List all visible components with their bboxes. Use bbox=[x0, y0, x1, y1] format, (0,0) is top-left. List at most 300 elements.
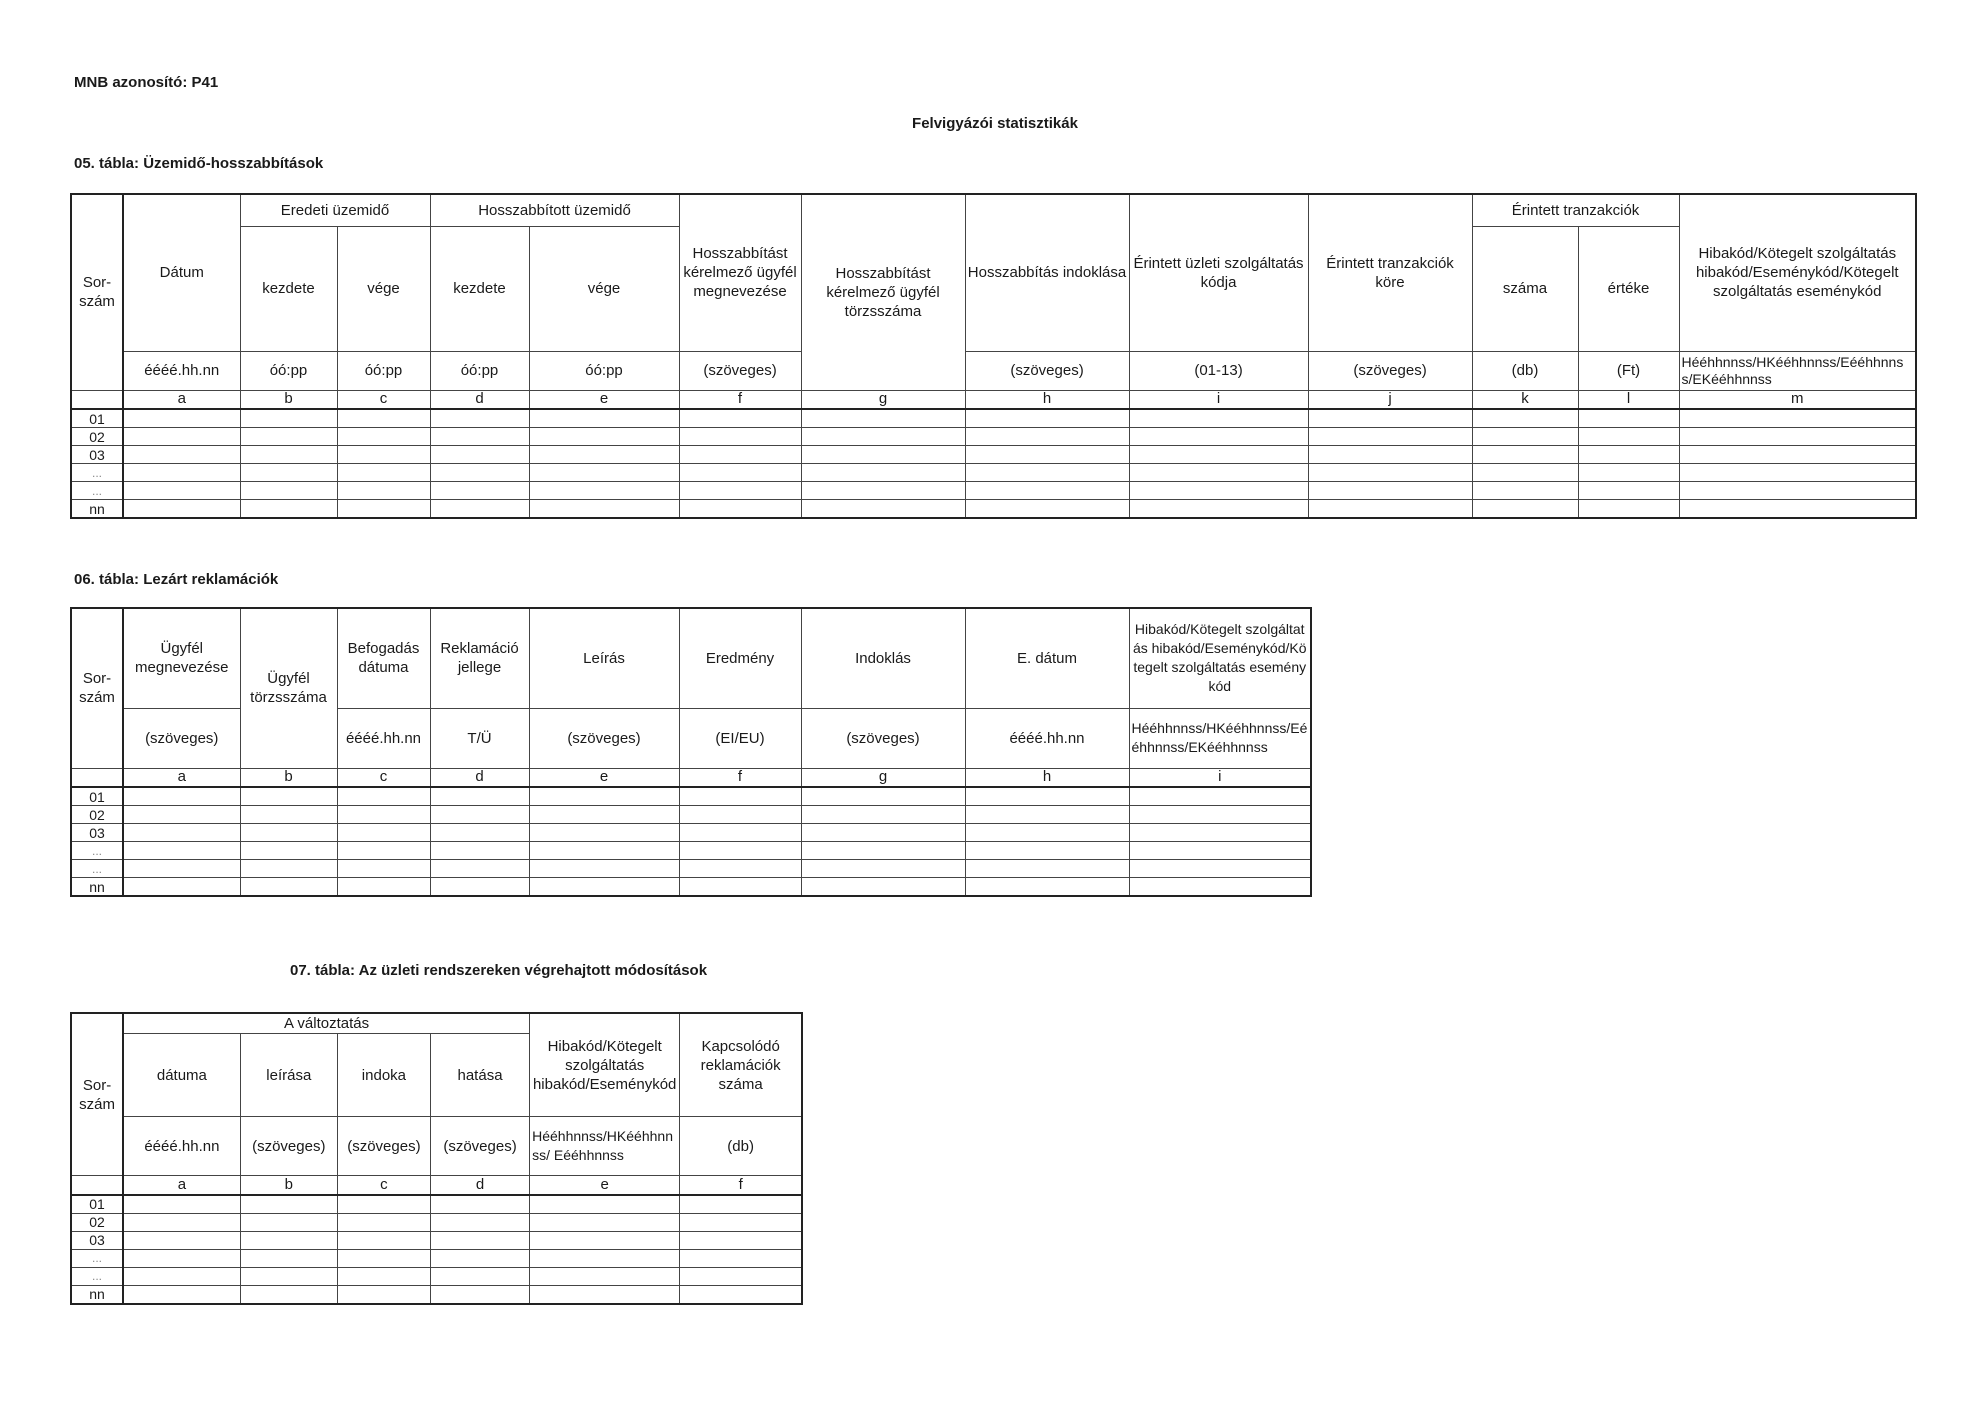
table-cell[interactable] bbox=[529, 464, 679, 482]
column-letter: a bbox=[123, 768, 240, 787]
header-eredeti-kezdete: kezdete bbox=[240, 226, 337, 351]
format-b: (szöveges) bbox=[240, 1117, 337, 1176]
table-cell[interactable] bbox=[240, 1285, 337, 1304]
table05-title: 05. tábla: Üzemidő-hosszabbítások bbox=[74, 155, 324, 172]
table-cell[interactable] bbox=[1679, 500, 1916, 519]
table-cell[interactable] bbox=[529, 860, 679, 878]
table-cell[interactable] bbox=[801, 428, 965, 446]
row-number: ... bbox=[71, 482, 123, 500]
format-h: (szöveges) bbox=[965, 351, 1129, 390]
header-erteke: értéke bbox=[1578, 226, 1679, 351]
table-cell[interactable] bbox=[337, 446, 430, 464]
row-number: 01 bbox=[71, 1195, 123, 1214]
table06 bbox=[70, 607, 1312, 897]
mnb-id: MNB azonosító: P41 bbox=[74, 74, 219, 91]
column-letter: j bbox=[1308, 390, 1472, 409]
row-number: 02 bbox=[71, 428, 123, 446]
header-h: Hosszabbítás indoklása bbox=[965, 194, 1129, 351]
table-cell[interactable] bbox=[1578, 500, 1679, 519]
table-cell[interactable] bbox=[1129, 787, 1311, 806]
table-cell[interactable] bbox=[123, 806, 240, 824]
table-cell[interactable] bbox=[430, 1231, 529, 1249]
table-cell[interactable] bbox=[337, 806, 430, 824]
table-cell[interactable] bbox=[337, 464, 430, 482]
table-row bbox=[71, 1231, 802, 1249]
table-cell[interactable] bbox=[965, 787, 1129, 806]
table-cell[interactable] bbox=[680, 1213, 802, 1231]
table-cell[interactable] bbox=[801, 482, 965, 500]
letter-empty bbox=[71, 768, 123, 787]
table-row bbox=[71, 1267, 802, 1285]
table-cell[interactable] bbox=[337, 878, 430, 897]
table-cell[interactable] bbox=[337, 1231, 430, 1249]
table-cell[interactable] bbox=[1129, 428, 1308, 446]
table-cell[interactable] bbox=[965, 464, 1129, 482]
header-datuma: dátuma bbox=[123, 1034, 240, 1117]
column-letter: f bbox=[679, 390, 801, 409]
table-cell[interactable] bbox=[801, 860, 965, 878]
table-cell[interactable] bbox=[337, 1285, 430, 1304]
table-cell[interactable] bbox=[529, 806, 679, 824]
table-cell[interactable] bbox=[240, 1231, 337, 1249]
table-row bbox=[71, 1249, 802, 1267]
header-datum: Dátum bbox=[123, 194, 240, 351]
table-cell[interactable] bbox=[430, 1249, 529, 1267]
table-cell[interactable] bbox=[1129, 464, 1308, 482]
table-cell[interactable] bbox=[240, 409, 337, 428]
format-f: (szöveges) bbox=[679, 351, 801, 390]
format-i: Hééhhnnss/HKééhhnnss/Eééhhnnss/EKééhhnnss bbox=[1129, 708, 1311, 768]
header-befogadas-datuma: Befogadás dátuma bbox=[337, 608, 430, 708]
table-row bbox=[71, 409, 1916, 428]
table-cell[interactable] bbox=[123, 1249, 240, 1267]
table-cell[interactable] bbox=[337, 1267, 430, 1285]
column-letter: b bbox=[240, 390, 337, 409]
row-number: 02 bbox=[71, 806, 123, 824]
header-hatasa: hatása bbox=[430, 1034, 529, 1117]
table-row bbox=[71, 464, 1916, 482]
table-cell[interactable] bbox=[1308, 482, 1472, 500]
table-cell[interactable] bbox=[1679, 446, 1916, 464]
table-cell[interactable] bbox=[430, 446, 529, 464]
column-letter: c bbox=[337, 768, 430, 787]
table-cell[interactable] bbox=[1578, 409, 1679, 428]
column-letter: m bbox=[1679, 390, 1916, 409]
table-cell[interactable] bbox=[801, 446, 965, 464]
table-row bbox=[71, 500, 1916, 519]
table-row bbox=[71, 860, 1311, 878]
table-row bbox=[71, 1285, 802, 1304]
table-cell[interactable] bbox=[240, 842, 337, 860]
table-cell[interactable] bbox=[530, 1285, 680, 1304]
row-number: ... bbox=[71, 860, 123, 878]
header-leirasa: leírása bbox=[240, 1034, 337, 1117]
table-cell[interactable] bbox=[337, 842, 430, 860]
table-cell[interactable] bbox=[1472, 482, 1578, 500]
table-cell[interactable] bbox=[679, 464, 801, 482]
table-row bbox=[71, 878, 1311, 897]
table-cell[interactable] bbox=[240, 464, 337, 482]
table-cell[interactable] bbox=[1308, 446, 1472, 464]
table-cell[interactable] bbox=[1129, 824, 1311, 842]
table-cell[interactable] bbox=[1578, 446, 1679, 464]
format-c: (szöveges) bbox=[337, 1117, 430, 1176]
table-cell[interactable] bbox=[680, 1231, 802, 1249]
letter-empty bbox=[71, 1176, 123, 1195]
row-number: 01 bbox=[71, 409, 123, 428]
header-erintett-tranzakciok: Érintett tranzakciók bbox=[1472, 194, 1679, 226]
table-cell[interactable] bbox=[679, 860, 801, 878]
header-g: Hosszabbítást kérelmező ügyfél törzsszáma bbox=[801, 194, 965, 390]
table-cell[interactable] bbox=[123, 824, 240, 842]
table-cell[interactable] bbox=[1308, 464, 1472, 482]
table-cell[interactable] bbox=[965, 806, 1129, 824]
table-cell[interactable] bbox=[679, 842, 801, 860]
table-cell[interactable] bbox=[123, 787, 240, 806]
header-indoka: indoka bbox=[337, 1034, 430, 1117]
table-cell[interactable] bbox=[529, 409, 679, 428]
table-cell[interactable] bbox=[430, 842, 529, 860]
table07-title: 07. tábla: Az üzleti rendszereken végrehajtott módosítások bbox=[290, 962, 708, 979]
table-cell[interactable] bbox=[679, 428, 801, 446]
column-letter: l bbox=[1578, 390, 1679, 409]
table-cell[interactable] bbox=[801, 824, 965, 842]
header-f: Hosszabbítást kérelmező ügyfél megnevezése bbox=[679, 194, 801, 351]
column-letter: c bbox=[337, 1176, 430, 1195]
column-letter: i bbox=[1129, 390, 1308, 409]
column-letter: g bbox=[801, 390, 965, 409]
header-leiras: Leírás bbox=[529, 608, 679, 708]
table-cell[interactable] bbox=[1129, 446, 1308, 464]
table-cell[interactable] bbox=[801, 842, 965, 860]
table-cell[interactable] bbox=[430, 500, 529, 519]
table-cell[interactable] bbox=[123, 1285, 240, 1304]
column-letter: f bbox=[680, 1176, 802, 1195]
header-sorszam: Sor- szám bbox=[71, 1013, 123, 1176]
format-k: (db) bbox=[1472, 351, 1578, 390]
row-number: nn bbox=[71, 500, 123, 519]
table-cell[interactable] bbox=[1472, 409, 1578, 428]
table-row bbox=[71, 806, 1311, 824]
header-eredeti-vege: vége bbox=[337, 226, 430, 351]
table-cell[interactable] bbox=[240, 1249, 337, 1267]
table-cell[interactable] bbox=[1679, 464, 1916, 482]
table07 bbox=[70, 1012, 803, 1305]
table-cell[interactable] bbox=[337, 824, 430, 842]
header-ugyfel-torzsszama: Ügyfél törzsszáma bbox=[240, 608, 337, 768]
table-cell[interactable] bbox=[965, 500, 1129, 519]
column-letter: d bbox=[430, 1176, 529, 1195]
row-number: ... bbox=[71, 464, 123, 482]
table-row bbox=[71, 482, 1916, 500]
table06-title: 06. tábla: Lezárt reklamációk bbox=[74, 571, 279, 588]
table-cell[interactable] bbox=[337, 1249, 430, 1267]
header-reklamacio-jellege: Reklamáció jellege bbox=[430, 608, 529, 708]
format-a: éééé.hh.nn bbox=[123, 1117, 240, 1176]
table-cell[interactable] bbox=[1129, 878, 1311, 897]
table-cell[interactable] bbox=[679, 500, 801, 519]
table-cell[interactable] bbox=[1472, 500, 1578, 519]
row-number: 03 bbox=[71, 446, 123, 464]
table-cell[interactable] bbox=[240, 1195, 337, 1214]
column-letter: h bbox=[965, 390, 1129, 409]
column-letter: h bbox=[965, 768, 1129, 787]
table-cell[interactable] bbox=[123, 409, 240, 428]
table-cell[interactable] bbox=[529, 500, 679, 519]
table-cell[interactable] bbox=[965, 446, 1129, 464]
column-letter: k bbox=[1472, 390, 1578, 409]
header-hossz-vege: vége bbox=[529, 226, 679, 351]
table-cell[interactable] bbox=[337, 1213, 430, 1231]
table-cell[interactable] bbox=[123, 500, 240, 519]
table-cell[interactable] bbox=[529, 878, 679, 897]
table-cell[interactable] bbox=[529, 446, 679, 464]
header-hibakod: Hibakód/Kötegelt szolgáltatás hibakód/Eseménykód bbox=[530, 1013, 680, 1117]
column-letter: e bbox=[530, 1176, 680, 1195]
table-cell[interactable] bbox=[530, 1267, 680, 1285]
format-f: (EI/EU) bbox=[679, 708, 801, 768]
table-cell[interactable] bbox=[1129, 842, 1311, 860]
format-eredeti-kezdete: óó:pp bbox=[240, 351, 337, 390]
table-cell[interactable] bbox=[530, 1195, 680, 1214]
table-cell[interactable] bbox=[679, 824, 801, 842]
column-letter: b bbox=[240, 1176, 337, 1195]
header-eredeti-uzemido: Eredeti üzemidő bbox=[240, 194, 430, 226]
table-cell[interactable] bbox=[430, 787, 529, 806]
table-row bbox=[71, 842, 1311, 860]
table-cell[interactable] bbox=[1129, 482, 1308, 500]
header-sorszam: Sor- szám bbox=[71, 608, 123, 768]
table-cell[interactable] bbox=[530, 1249, 680, 1267]
table-cell[interactable] bbox=[680, 1267, 802, 1285]
header-sorszam: Sor- szám bbox=[71, 194, 123, 390]
format-j: (szöveges) bbox=[1308, 351, 1472, 390]
header-eredmeny: Eredmény bbox=[679, 608, 801, 708]
table-cell[interactable] bbox=[430, 1213, 529, 1231]
format-f: (db) bbox=[680, 1117, 802, 1176]
column-letter: d bbox=[430, 768, 529, 787]
header-m: Hibakód/Kötegelt szolgáltatás hibakód/Eseménykód/Kötegelt szolgáltatás eseménykód bbox=[1679, 194, 1916, 351]
format-m: Hééhhnnss/HKééhhnnss/Eééhhnnss/EKééhhnnss bbox=[1679, 351, 1916, 390]
table-cell[interactable] bbox=[240, 878, 337, 897]
table-cell[interactable] bbox=[1578, 482, 1679, 500]
row-number: 03 bbox=[71, 824, 123, 842]
table-cell[interactable] bbox=[430, 878, 529, 897]
format-e: (szöveges) bbox=[529, 708, 679, 768]
table-cell[interactable] bbox=[679, 787, 801, 806]
row-number: 01 bbox=[71, 787, 123, 806]
table-cell[interactable] bbox=[123, 842, 240, 860]
table-cell[interactable] bbox=[965, 824, 1129, 842]
table-cell[interactable] bbox=[240, 806, 337, 824]
table-row bbox=[71, 824, 1311, 842]
header-hibakod: Hibakód/Kötegelt szolgáltatás hibakód/Eseménykód/Kötegelt szolgáltatás eseménykód bbox=[1129, 608, 1311, 708]
table-cell[interactable] bbox=[1578, 428, 1679, 446]
letter-empty bbox=[71, 390, 123, 409]
format-i: (01-13) bbox=[1129, 351, 1308, 390]
table-cell[interactable] bbox=[123, 446, 240, 464]
table-row bbox=[71, 1195, 802, 1214]
format-eredeti-vege: óó:pp bbox=[337, 351, 430, 390]
table-cell[interactable] bbox=[679, 409, 801, 428]
column-letter: f bbox=[679, 768, 801, 787]
table-cell[interactable] bbox=[679, 806, 801, 824]
table-cell[interactable] bbox=[801, 500, 965, 519]
table-cell[interactable] bbox=[430, 1267, 529, 1285]
table-cell[interactable] bbox=[801, 464, 965, 482]
table-row bbox=[71, 1213, 802, 1231]
header-indoklas: Indoklás bbox=[801, 608, 965, 708]
table-cell[interactable] bbox=[530, 1213, 680, 1231]
table-cell[interactable] bbox=[430, 428, 529, 446]
format-g: (szöveges) bbox=[801, 708, 965, 768]
table-cell[interactable] bbox=[679, 446, 801, 464]
column-letter: c bbox=[337, 390, 430, 409]
table-cell[interactable] bbox=[240, 482, 337, 500]
table-cell[interactable] bbox=[1679, 428, 1916, 446]
table-cell[interactable] bbox=[965, 878, 1129, 897]
table-cell[interactable] bbox=[530, 1231, 680, 1249]
table-cell[interactable] bbox=[337, 500, 430, 519]
table-cell[interactable] bbox=[1679, 409, 1916, 428]
table-cell[interactable] bbox=[430, 464, 529, 482]
table-cell[interactable] bbox=[801, 409, 965, 428]
format-hossz-vege: óó:pp bbox=[529, 351, 679, 390]
format-c: éééé.hh.nn bbox=[337, 708, 430, 768]
column-letter: b bbox=[240, 768, 337, 787]
row-number: 02 bbox=[71, 1213, 123, 1231]
table-cell[interactable] bbox=[430, 806, 529, 824]
header-szama: száma bbox=[1472, 226, 1578, 351]
table-cell[interactable] bbox=[529, 842, 679, 860]
table-cell[interactable] bbox=[801, 806, 965, 824]
table-cell[interactable] bbox=[1578, 464, 1679, 482]
table-cell[interactable] bbox=[1472, 446, 1578, 464]
header-a-valtoztatas: A változtatás bbox=[123, 1013, 530, 1034]
format-a: (szöveges) bbox=[123, 708, 240, 768]
format-d: (szöveges) bbox=[430, 1117, 529, 1176]
table-cell[interactable] bbox=[430, 1195, 529, 1214]
table-cell[interactable] bbox=[1679, 482, 1916, 500]
column-letter: e bbox=[529, 768, 679, 787]
table-cell[interactable] bbox=[430, 860, 529, 878]
table-cell[interactable] bbox=[337, 787, 430, 806]
column-letter: e bbox=[529, 390, 679, 409]
page-title: Felvigyázói statisztikák bbox=[912, 115, 1078, 132]
row-number: nn bbox=[71, 1285, 123, 1304]
table-cell[interactable] bbox=[430, 1285, 529, 1304]
table-cell[interactable] bbox=[430, 409, 529, 428]
table-cell[interactable] bbox=[123, 482, 240, 500]
table-cell[interactable] bbox=[337, 1195, 430, 1214]
table-cell[interactable] bbox=[240, 787, 337, 806]
row-number: ... bbox=[71, 1267, 123, 1285]
table-cell[interactable] bbox=[123, 428, 240, 446]
table-cell[interactable] bbox=[123, 1267, 240, 1285]
row-number: 03 bbox=[71, 1231, 123, 1249]
header-i: Érintett üzleti szolgáltatás kódja bbox=[1129, 194, 1308, 351]
format-hossz-kezdete: óó:pp bbox=[430, 351, 529, 390]
table-cell[interactable] bbox=[965, 428, 1129, 446]
table-cell[interactable] bbox=[1308, 500, 1472, 519]
table-cell[interactable] bbox=[337, 860, 430, 878]
table-cell[interactable] bbox=[240, 824, 337, 842]
table-row bbox=[71, 446, 1916, 464]
table-cell[interactable] bbox=[529, 428, 679, 446]
table-cell[interactable] bbox=[123, 464, 240, 482]
table-cell[interactable] bbox=[1129, 860, 1311, 878]
table-cell[interactable] bbox=[337, 409, 430, 428]
table-cell[interactable] bbox=[430, 482, 529, 500]
table-cell[interactable] bbox=[965, 482, 1129, 500]
table-cell[interactable] bbox=[679, 878, 801, 897]
header-e-datum: E. dátum bbox=[965, 608, 1129, 708]
column-letter: a bbox=[123, 390, 240, 409]
row-number: ... bbox=[71, 842, 123, 860]
table-cell[interactable] bbox=[529, 482, 679, 500]
table-cell[interactable] bbox=[680, 1285, 802, 1304]
table-row bbox=[71, 787, 1311, 806]
format-e: Hééhhnnss/HKééhhnnss/ Eééhhnnss bbox=[530, 1117, 680, 1176]
format-datum: éééé.hh.nn bbox=[123, 351, 240, 390]
table-cell[interactable] bbox=[965, 860, 1129, 878]
table-cell[interactable] bbox=[240, 446, 337, 464]
header-hossz-kezdete: kezdete bbox=[430, 226, 529, 351]
table-cell[interactable] bbox=[680, 1249, 802, 1267]
table-cell[interactable] bbox=[123, 878, 240, 897]
table-cell[interactable] bbox=[1308, 409, 1472, 428]
table-cell[interactable] bbox=[123, 1213, 240, 1231]
column-letter: a bbox=[123, 1176, 240, 1195]
table-cell[interactable] bbox=[240, 1267, 337, 1285]
table-cell[interactable] bbox=[679, 482, 801, 500]
header-ugyfel-megnevezese: Ügyfél megnevezése bbox=[123, 608, 240, 708]
header-hosszabbitott-uzemido: Hosszabbított üzemidő bbox=[430, 194, 679, 226]
format-h: éééé.hh.nn bbox=[965, 708, 1129, 768]
table-cell[interactable] bbox=[240, 428, 337, 446]
table-cell[interactable] bbox=[1129, 409, 1308, 428]
header-kapcsolodo-reklamaciok: Kapcsolódó reklamációk száma bbox=[680, 1013, 802, 1117]
table-cell[interactable] bbox=[801, 878, 965, 897]
column-letter: i bbox=[1129, 768, 1311, 787]
row-number: nn bbox=[71, 878, 123, 897]
format-l: (Ft) bbox=[1578, 351, 1679, 390]
table-cell[interactable] bbox=[240, 1213, 337, 1231]
table-cell[interactable] bbox=[123, 1195, 240, 1214]
table-cell[interactable] bbox=[123, 860, 240, 878]
table-cell[interactable] bbox=[240, 500, 337, 519]
table-cell[interactable] bbox=[1129, 500, 1308, 519]
table-cell[interactable] bbox=[680, 1195, 802, 1214]
table-cell[interactable] bbox=[965, 842, 1129, 860]
table-cell[interactable] bbox=[430, 824, 529, 842]
table-cell[interactable] bbox=[240, 860, 337, 878]
table-cell[interactable] bbox=[801, 787, 965, 806]
table-cell[interactable] bbox=[1308, 428, 1472, 446]
table-cell[interactable] bbox=[529, 824, 679, 842]
column-letter: d bbox=[430, 390, 529, 409]
table-cell[interactable] bbox=[337, 482, 430, 500]
table-cell[interactable] bbox=[965, 409, 1129, 428]
table-cell[interactable] bbox=[1129, 806, 1311, 824]
table-cell[interactable] bbox=[123, 1231, 240, 1249]
table-cell[interactable] bbox=[529, 787, 679, 806]
table-cell[interactable] bbox=[1472, 428, 1578, 446]
table-cell[interactable] bbox=[337, 428, 430, 446]
table-cell[interactable] bbox=[1472, 464, 1578, 482]
format-d: T/Ü bbox=[430, 708, 529, 768]
header-j: Érintett tranzakciók köre bbox=[1308, 194, 1472, 351]
